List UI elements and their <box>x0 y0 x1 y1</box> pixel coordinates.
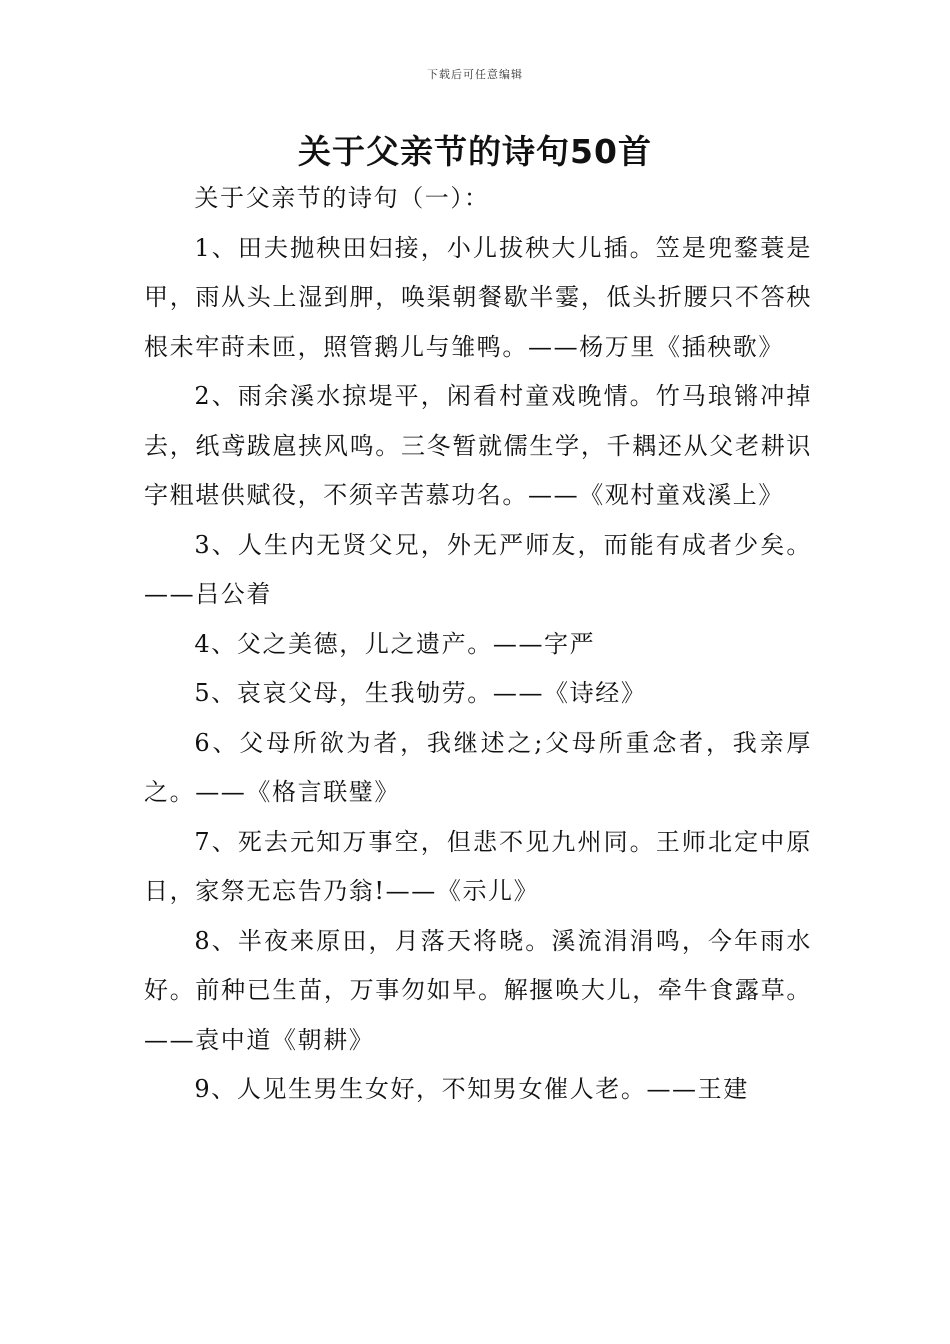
poem-paragraph-7: 7、死去元知万事空，但悲不见九州同。王师北定中原日，家祭无忘告乃翁!——《示儿》 <box>144 827 812 905</box>
document-body <box>144 174 812 1115</box>
header-note: 下载后可任意编辑 <box>427 68 523 81</box>
poem-paragraph-4: 4、父之美德，儿之遗产。——字严 <box>194 629 596 658</box>
document-title: 关于父亲节的诗句50首 <box>298 132 652 171</box>
poem-paragraph-9: 9、人见生男生女好，不知男女催人老。——王建 <box>194 1075 749 1103</box>
poem-paragraph-6: 6、父母所欲为者，我继述之;父母所重念者，我亲厚之。——《格言联璧》 <box>144 728 812 806</box>
section-heading: 关于父亲节的诗句（一）： <box>194 184 490 212</box>
poem-paragraph-2: 2、雨余溪水掠堤平，闲看村童戏晚情。竹马琅锵冲掉去，纸鸢跋扈挟风鸣。三冬暂就儒生学，千耦还从父老耕识字粗堪供赋役，不须辛苦慕功名。——《观村童戏溪上》 <box>144 382 812 509</box>
poem-paragraph-5: 5、哀哀父母，生我劬劳。——《诗经》 <box>194 679 647 707</box>
poem-paragraph-3: 3、人生内无贤父兄，外无严师友，而能有成者少矣。——吕公着 <box>144 530 812 608</box>
poem-paragraph-8: 8、半夜来原田，月落天将晓。溪流涓涓鸣，今年雨水好。前种已生苗，万事勿如早。解揠唤大儿，牵牛食露草。——袁中道《朝耕》 <box>144 926 812 1054</box>
poem-paragraph-1: 1、田夫抛秧田妇接，小儿拔秧大儿插。笠是兜鍪蓑是甲，雨从头上湿到胛，唤渠朝餐歇半霎，低头折腰只不答秧根未牢莳未匝，照管鹅儿与雏鸭。——杨万里《插秧歌》 <box>144 233 812 361</box>
